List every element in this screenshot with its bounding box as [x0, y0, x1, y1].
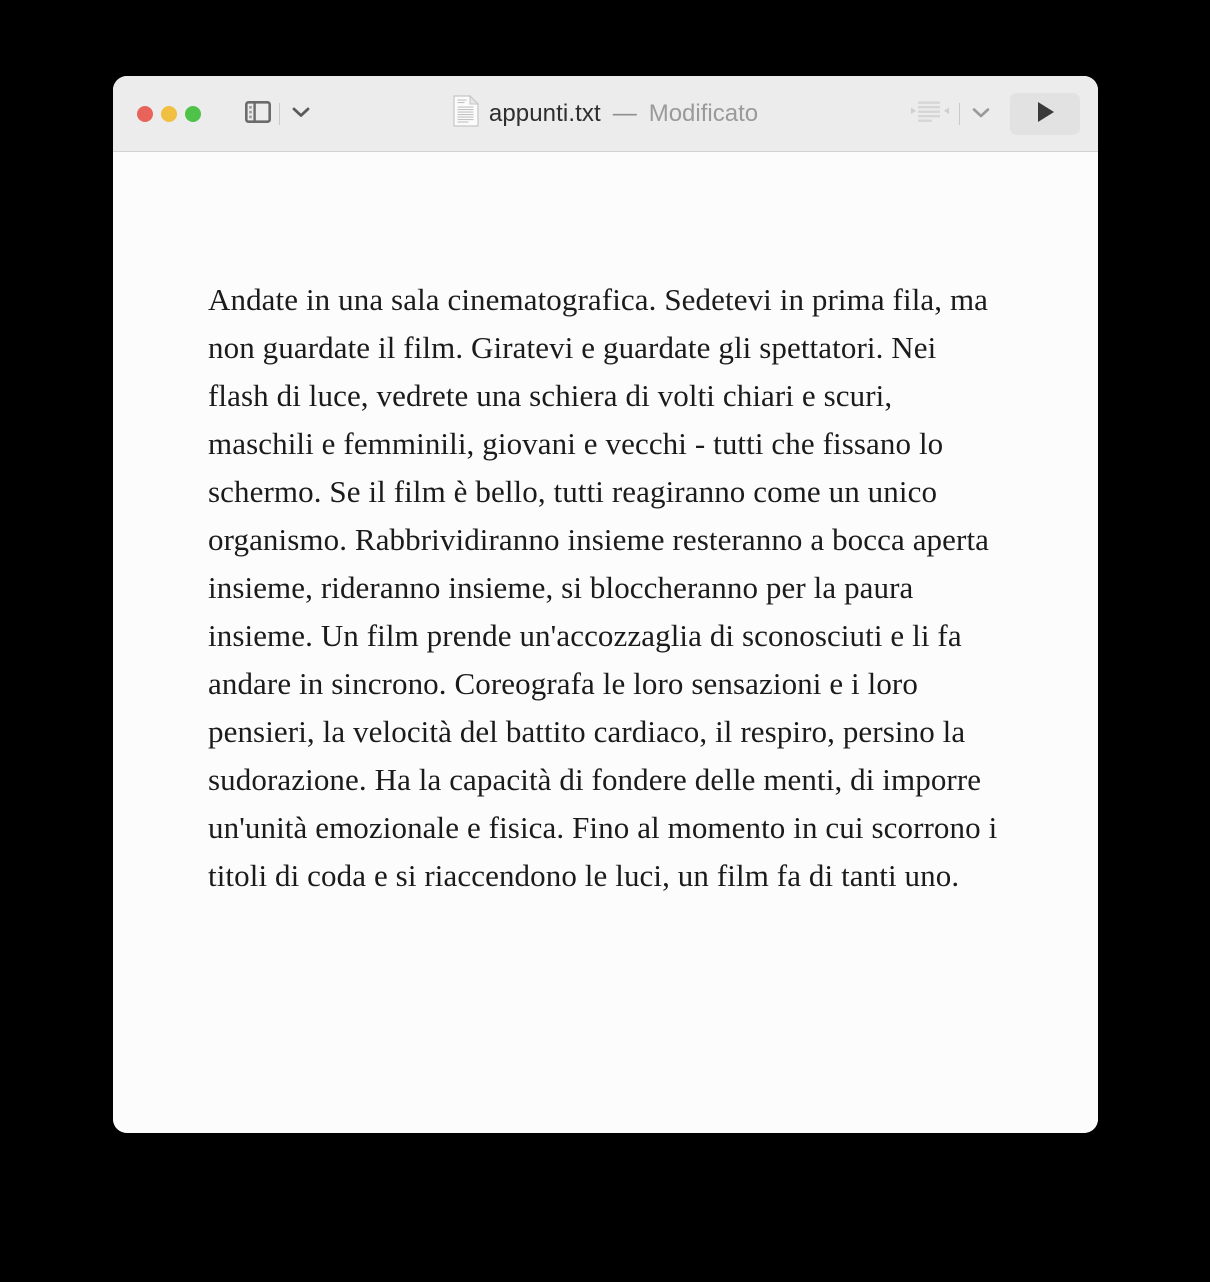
- document-content-area[interactable]: [113, 152, 1098, 1133]
- sidebar-toggle-button[interactable]: [243, 99, 273, 129]
- play-icon: [1034, 100, 1056, 127]
- window-title-filename: appunti.txt: [488, 99, 601, 127]
- chevron-down-icon: [970, 105, 992, 123]
- close-window-button[interactable]: [137, 106, 153, 122]
- traffic-light-group: [137, 106, 201, 122]
- play-button[interactable]: [1010, 93, 1080, 135]
- window-title-status: Modificato: [648, 99, 759, 127]
- minimize-window-button[interactable]: [161, 106, 177, 122]
- sidebar-toolbar-group: [243, 99, 316, 129]
- document-icon: [453, 95, 479, 132]
- paragraph-format-button[interactable]: [907, 99, 953, 129]
- text-editor-window: [113, 76, 1098, 1133]
- window-titlebar: [113, 76, 1098, 152]
- chevron-down-icon: [291, 105, 311, 122]
- toolbar-divider-right: [959, 103, 960, 125]
- format-options-dropdown-button[interactable]: [966, 99, 996, 129]
- document-text-body[interactable]: Andate in una sala cinematografica. Sedetevi in prima fila, ma non guardate il film. Giratevi e guardate gli spettatori. Nei flash di luce, vedrete una schiera di volti chiari e scuri, maschili e femminili, giovani e vecchi - tutti che fissano lo schermo. Se il film è bello, tutti reagiranno come un unico organismo. Rabbrividiranno insieme resteranno a bocca aperta insieme, rideranno insieme, si bloccheranno per la paura insieme. Un film prende un'accozzaglia di sconosciuti e li fa andare in sincrono. Coreografa le loro sensazioni e i loro pensieri, la velocità del battito cardiaco, il respiro, persino la sudorazione. Ha la capacità di fondere delle menti, di imporre un'unità emozionale e fisica. Fino al momento in cui scorrono i titoli di coda e si riaccendono le luci, un film fa di tanti uno.: [208, 282, 1006, 893]
- right-toolbar-group: [907, 93, 1080, 135]
- sidebar-icon: [245, 101, 271, 126]
- window-title-separator: —: [612, 99, 637, 127]
- paragraph-format-icon: [910, 99, 950, 128]
- toolbar-divider: [279, 103, 280, 125]
- maximize-window-button[interactable]: [185, 106, 201, 122]
- sidebar-options-dropdown-button[interactable]: [286, 99, 316, 129]
